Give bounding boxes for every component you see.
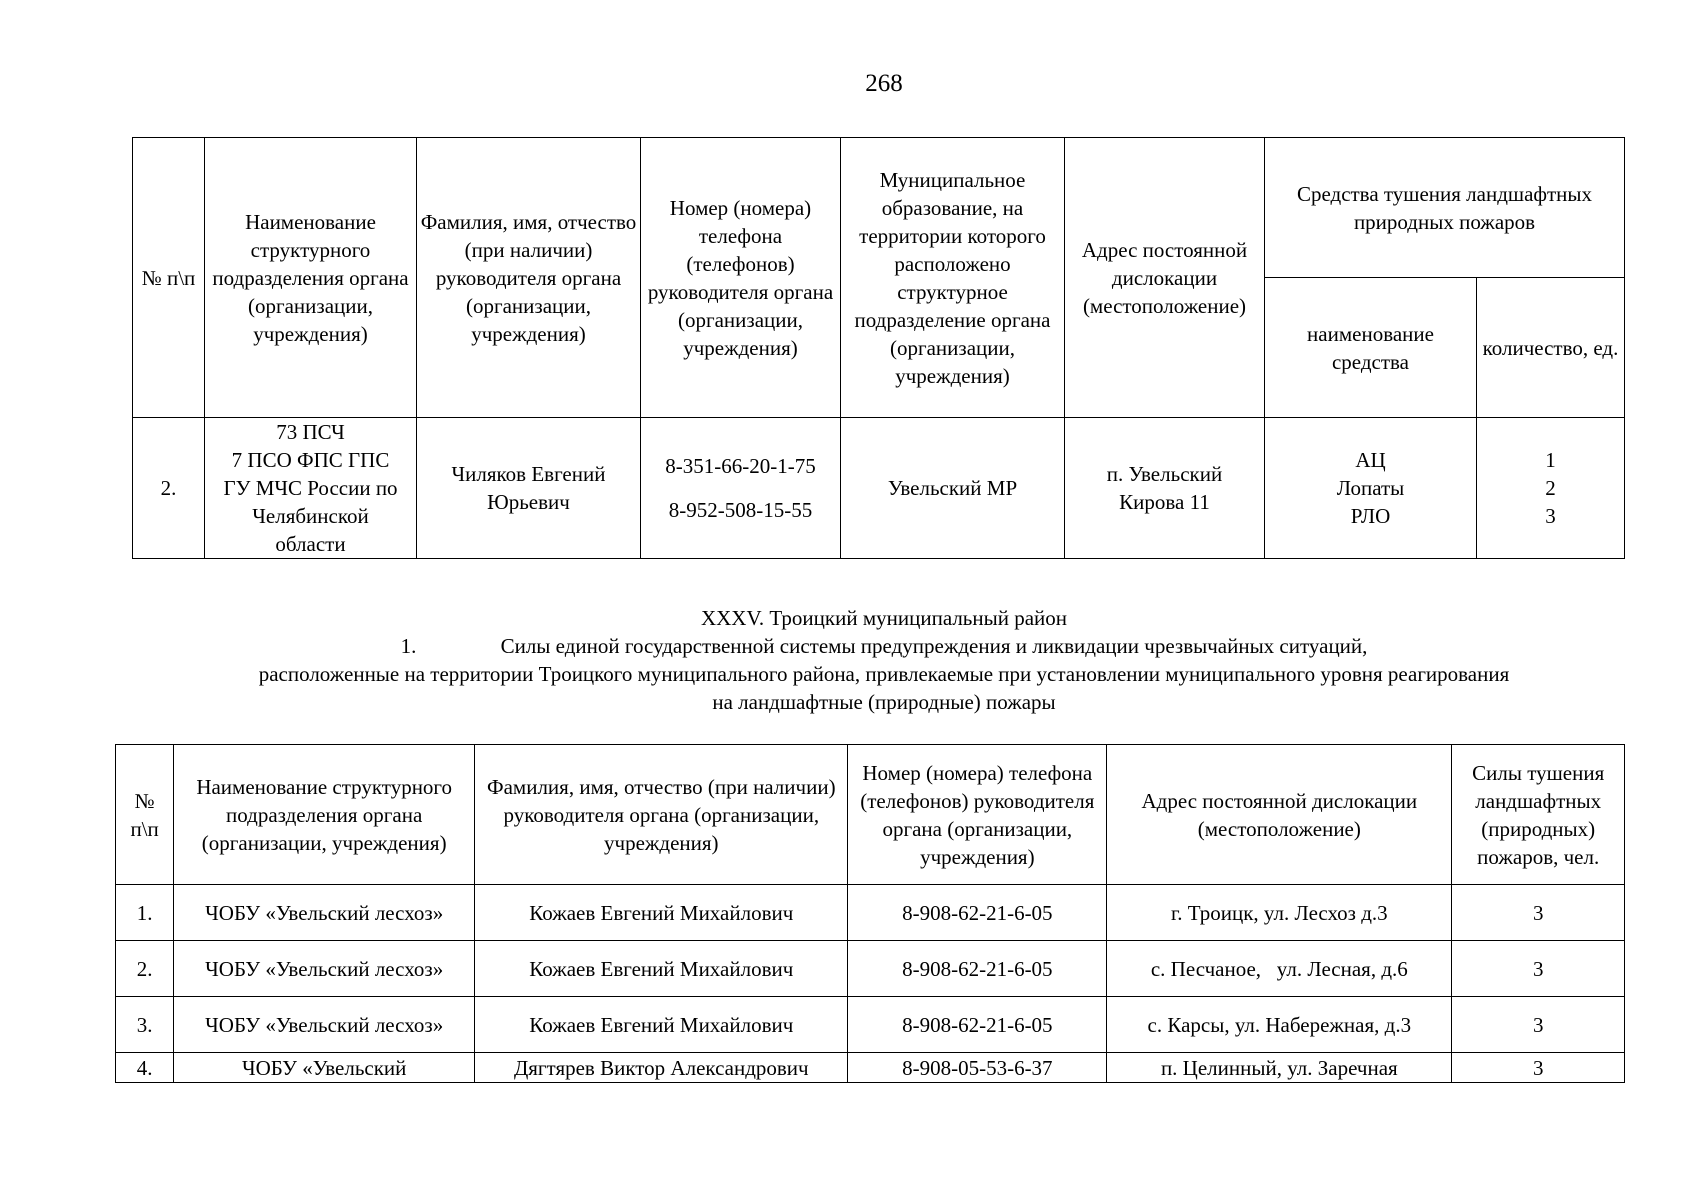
cell-head: Кожаев Евгений Михайлович [475,997,848,1053]
forces-table [115,744,1625,1083]
fire-units-table [132,137,1625,559]
header-phone: Номер (номера) телефона (телефонов) руководителя органа (организации, учреждения) [641,138,841,418]
cell-head: Кожаев Евгений Михайлович [475,885,848,941]
cell-forces: 3 [1452,997,1625,1053]
cell-head: Дягтярев Виктор Александрович [475,1053,848,1083]
cell-unit: ЧОБУ «Увельский лесхоз» [174,941,475,997]
cell-address: п. Целинный, ул. Заречная [1107,1053,1452,1083]
cell-forces: 3 [1452,1053,1625,1083]
table-row [116,997,1625,1053]
cell-phones: 8-351-66-20-1-75 8-952-508-15-55 [641,418,841,559]
section-line3: на ландшафтные (природные) пожары [712,690,1056,714]
table-row [133,418,1625,559]
header-address: Адрес постоянной дислокации (местоположение) [1065,138,1265,418]
cell-unit: ЧОБУ «Увельский лесхоз» [174,997,475,1053]
cell-phone: 8-908-62-21-6-05 [848,885,1107,941]
header-head: Фамилия, имя, отчество (при наличии) руководителя органа (организации, учреждения) [475,745,848,885]
cell-address: с. Карсы, ул. Набережная, д.3 [1107,997,1452,1053]
header-forces: Силы тушения ландшафтных (природных) пожаров, чел. [1452,745,1625,885]
cell-address: г. Троицк, ул. Лесхоз д.3 [1107,885,1452,941]
cell-num: 2. [116,941,174,997]
cell-unit: 73 ПСЧ 7 ПСО ФПС ГПС ГУ МЧС России по Челябинской области [205,418,417,559]
cell-phone: 8-908-62-21-6-05 [848,941,1107,997]
table-row [116,1053,1625,1083]
header-unit: Наименование структурного подразделения органа (организации, учреждения) [205,138,417,418]
header-municipality: Муниципальное образование, на территории которого расположено структурное подразделение органа (организации, учреждения) [841,138,1065,418]
cell-head: Кожаев Евгений Михайлович [475,941,848,997]
section-line1: 1. Силы единой государственной системы предупреждения и ликвидации чрезвычайных ситуаций, [400,634,1368,658]
section-line2: расположенные на территории Троицкого муниципального района, привлекаемые при установлении муниципального уровня реагирования [258,662,1510,686]
header-head: Фамилия, имя, отчество (при наличии) руководителя органа (организации, учреждения) [417,138,641,418]
cell-num: 1. [116,885,174,941]
table-row [116,941,1625,997]
header-num: № п\п [116,745,174,885]
header-num: № п\п [133,138,205,418]
cell-qty: 1 2 3 [1477,418,1625,559]
section-item-number: 1. [400,634,417,658]
cell-address: с. Песчаное, ул. Лесная, д.6 [1107,941,1452,997]
cell-phone: 8-908-05-53-6-37 [848,1053,1107,1083]
header-unit: Наименование структурного подразделения органа (организации, учреждения) [174,745,475,885]
page-number: 268 [865,70,903,97]
cell-municipality: Увельский МР [841,418,1065,559]
cell-address: п. Увельский Кирова 11 [1065,418,1265,559]
cell-num: 2. [133,418,205,559]
header-phone: Номер (номера) телефона (телефонов) руководителя органа (организации, учреждения) [848,745,1107,885]
header-address: Адрес постоянной дислокации (местоположение) [1107,745,1452,885]
cell-num: 4. [116,1053,174,1083]
cell-num: 3. [116,997,174,1053]
cell-forces: 3 [1452,941,1625,997]
cell-unit: ЧОБУ «Увельский [174,1053,475,1083]
header-means-group: Средства тушения ландшафтных природных пожаров [1265,138,1625,278]
cell-head: Чиляков Евгений Юрьевич [417,418,641,559]
header-means-name: наименование средства [1265,278,1477,418]
table-row [116,885,1625,941]
header-means-qty: количество, ед. [1477,278,1625,418]
cell-forces: 3 [1452,885,1625,941]
section-title: XXXV. Троицкий муниципальный район [700,606,1068,630]
cell-means: АЦ Лопаты РЛО [1265,418,1477,559]
cell-unit: ЧОБУ «Увельский лесхоз» [174,885,475,941]
cell-phone: 8-908-62-21-6-05 [848,997,1107,1053]
section-heading [0,604,1698,716]
